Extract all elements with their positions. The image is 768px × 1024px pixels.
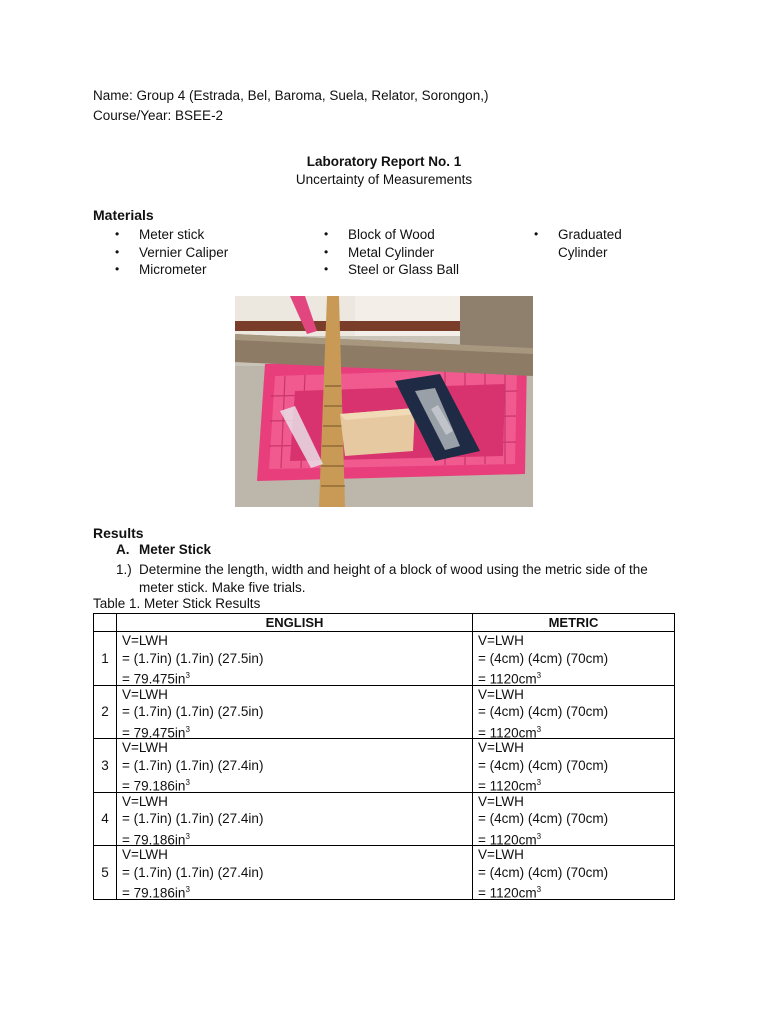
metric-cell: V=LWH = (4cm) (4cm) (70cm) = $1120cm^3$	[473, 846, 675, 900]
section-title: Meter Stick	[139, 542, 212, 557]
table-row	[94, 739, 675, 793]
list-item: • Steel or Glass Ball	[324, 262, 460, 277]
results-heading: Results	[93, 525, 144, 541]
section-number: A.	[116, 542, 130, 557]
materials-photo	[235, 296, 533, 507]
student-name-line: Name: Group 4 (Estrada, Bel, Baroma, Suela, Relator, Sorongon,)	[93, 88, 489, 103]
bullet-icon: •	[115, 262, 120, 276]
list-item: • Micrometer	[115, 262, 207, 277]
table-row	[94, 685, 675, 739]
bullet-icon: •	[534, 227, 539, 241]
bullet-icon: •	[115, 227, 120, 241]
materials-column-2	[302, 226, 459, 279]
english-cell: V=LWH = (1.7in) (1.7in) (27.4in) = $79.186in^3$	[117, 846, 473, 900]
report-subtitle: Uncertainty of Measurements	[295, 172, 473, 187]
metric-cell: V=LWH = (4cm) (4cm) (70cm) = $1120cm^3$	[473, 632, 675, 686]
materials-column-1	[93, 226, 228, 279]
trial-number: 3	[94, 739, 117, 793]
bullet-icon: •	[115, 244, 120, 259]
english-cell: V=LWH = (1.7in) (1.7in) (27.5in) = $79.475in^3$	[117, 685, 473, 739]
table-row	[94, 846, 675, 900]
section-heading-meter-stick	[116, 542, 211, 557]
table-header-row	[94, 614, 675, 632]
trial-number: 4	[94, 792, 117, 846]
table-caption: Table 1. Meter Stick Results	[93, 596, 261, 611]
table-row	[94, 792, 675, 846]
trial-number: 5	[94, 846, 117, 900]
materials-column-3	[512, 226, 622, 261]
trial-number: 2	[94, 685, 117, 739]
list-item: • Vernier Caliper	[115, 244, 229, 260]
report-title: Laboratory Report No. 1	[306, 154, 462, 169]
trial-number: 1	[94, 632, 117, 686]
header-english: ENGLISH	[117, 614, 473, 632]
header-metric: METRIC	[473, 614, 675, 632]
list-item: • Block of Wood	[324, 227, 435, 242]
english-cell: V=LWH = (1.7in) (1.7in) (27.4in) = $79.186in^3$	[117, 792, 473, 846]
metric-cell: V=LWH = (4cm) (4cm) (70cm) = $1120cm^3$	[473, 739, 675, 793]
meter-stick-results-table	[93, 613, 675, 900]
metric-cell: V=LWH = (4cm) (4cm) (70cm) = $1120cm^3$	[473, 685, 675, 739]
materials-list	[93, 226, 693, 282]
materials-heading: Materials	[93, 207, 154, 223]
english-cell: V=LWH = (1.7in) (1.7in) (27.5in) = $79.475in^3$	[117, 632, 473, 686]
bullet-icon: •	[324, 244, 329, 259]
english-cell: V=LWH = (1.7in) (1.7in) (27.4in) = $79.186in^3$	[117, 739, 473, 793]
step-number: 1.)	[116, 562, 132, 577]
list-item: • Meter stick	[115, 227, 205, 242]
list-item: • Graduated	[534, 227, 622, 242]
table-row	[94, 632, 675, 686]
list-item-continuation: Cylinder	[558, 244, 608, 260]
list-item: • Metal Cylinder	[324, 244, 435, 260]
course-year-line: Course/Year: BSEE-2	[93, 108, 224, 123]
step-text: Determine the length, width and height of a block of wood using the metric side of the meter stick. Make five trials.	[139, 562, 648, 595]
bullet-icon: •	[324, 227, 329, 241]
metric-cell: V=LWH = (4cm) (4cm) (70cm) = $1120cm^3$	[473, 792, 675, 846]
bullet-icon: •	[324, 262, 329, 276]
header-trial	[94, 614, 117, 632]
